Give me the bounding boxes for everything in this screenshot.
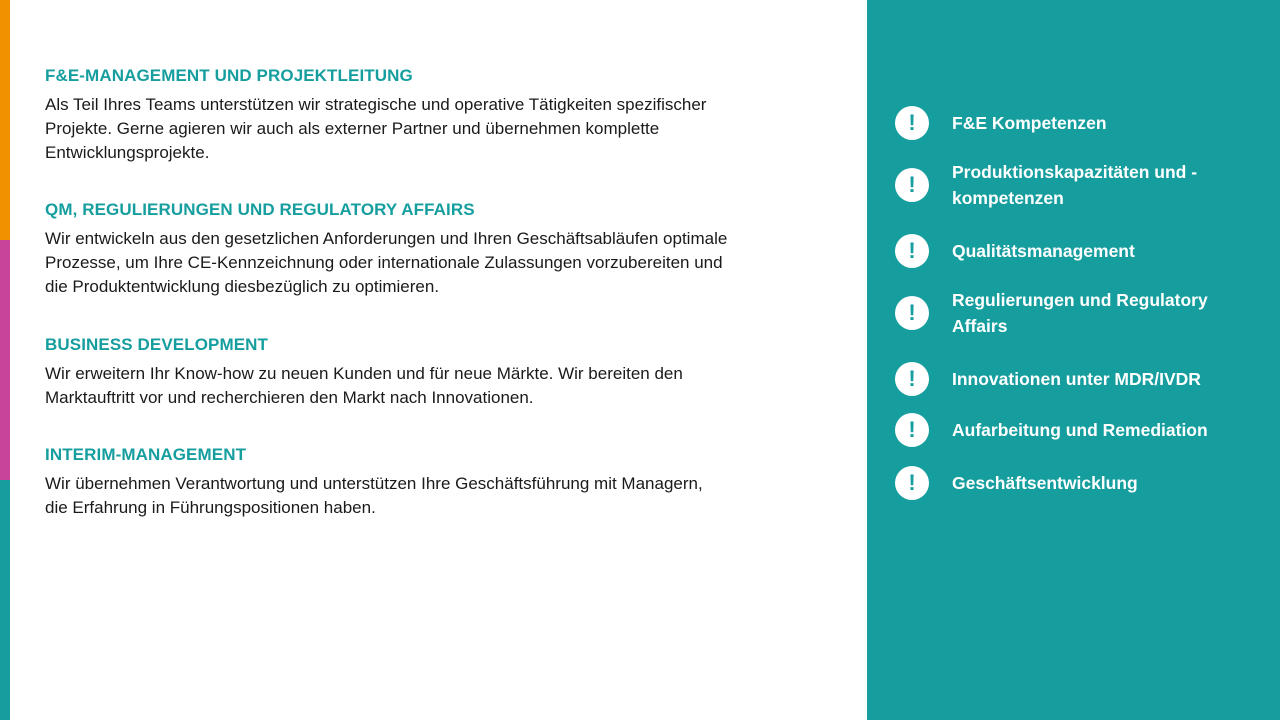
exclamation-icon: ! bbox=[895, 362, 929, 396]
label-line: Geschäftsentwicklung bbox=[952, 473, 1138, 493]
section-heading: QM, REGULIERUNGEN UND REGULATORY AFFAIRS bbox=[45, 200, 475, 219]
label-line: Aufarbeitung und Remediation bbox=[952, 420, 1208, 440]
competence-item bbox=[895, 413, 1265, 447]
competence-item bbox=[895, 362, 1265, 396]
section-qm-regulatory bbox=[45, 199, 805, 299]
accent-bar-orange bbox=[0, 0, 10, 240]
body-line: Wir entwickeln aus den gesetzlichen Anforderungen und Ihren Geschäftsabläufen optimale bbox=[45, 229, 728, 248]
competence-label bbox=[952, 470, 1242, 496]
competence-panel bbox=[867, 0, 1280, 720]
exclamation-icon: ! bbox=[895, 106, 929, 140]
label-line: Qualitätsmanagement bbox=[952, 241, 1135, 261]
section-rd-management bbox=[45, 65, 805, 165]
label-line: F&E Kompetenzen bbox=[952, 113, 1107, 133]
exclamation-icon: ! bbox=[895, 296, 929, 330]
label-line: Produktionskapazitäten und - bbox=[952, 162, 1198, 182]
body-line: Als Teil Ihres Teams unterstützen wir strategische und operative Tätigkeiten spezifischer bbox=[45, 95, 707, 114]
exclamation-icon: ! bbox=[895, 168, 929, 202]
exclamation-icon: ! bbox=[895, 413, 929, 447]
label-line: Regulierungen und Regulatory bbox=[952, 290, 1208, 310]
competence-label bbox=[952, 366, 1242, 392]
exclamation-icon: ! bbox=[895, 234, 929, 268]
section-heading: INTERIM-MANAGEMENT bbox=[45, 445, 247, 464]
section-body bbox=[45, 362, 805, 410]
section-body bbox=[45, 93, 805, 165]
label-line: Innovationen unter MDR/IVDR bbox=[952, 369, 1201, 389]
body-line: die Erfahrung in Führungspositionen haben. bbox=[45, 498, 376, 517]
accent-bar-teal bbox=[0, 480, 10, 720]
label-line: kompetenzen bbox=[952, 188, 1064, 208]
body-line: Entwicklungsprojekte. bbox=[45, 143, 210, 162]
section-body bbox=[45, 472, 805, 520]
competence-item bbox=[895, 234, 1265, 268]
body-line: Wir übernehmen Verantwortung und unterstützen Ihre Geschäftsführung mit Managern, bbox=[45, 474, 703, 493]
competence-label bbox=[952, 159, 1242, 211]
competence-label bbox=[952, 238, 1242, 264]
section-heading: F&E-MANAGEMENT UND PROJEKTLEITUNG bbox=[45, 66, 413, 85]
body-line: Prozesse, um Ihre CE-Kennzeichnung oder internationale Zulassungen vorzubereiten und bbox=[45, 253, 723, 272]
section-heading: BUSINESS DEVELOPMENT bbox=[45, 335, 269, 354]
competence-label bbox=[952, 287, 1242, 339]
accent-bar-magenta bbox=[0, 240, 10, 480]
exclamation-icon: ! bbox=[895, 466, 929, 500]
body-line: Marktauftritt vor und recherchieren den Markt nach Innovationen. bbox=[45, 388, 534, 407]
competence-label bbox=[952, 110, 1242, 136]
section-business-development bbox=[45, 334, 805, 410]
body-line: die Produktentwicklung diesbezüglich zu optimieren. bbox=[45, 277, 440, 296]
competence-item bbox=[895, 106, 1265, 140]
competence-label bbox=[952, 417, 1242, 443]
body-line: Projekte. Gerne agieren wir auch als externer Partner und übernehmen komplette bbox=[45, 119, 660, 138]
competence-item bbox=[895, 466, 1265, 500]
body-line: Wir erweitern Ihr Know-how zu neuen Kunden und für neue Märkte. Wir bereiten den bbox=[45, 364, 683, 383]
competence-item bbox=[895, 287, 1265, 339]
section-body bbox=[45, 227, 805, 299]
competence-item bbox=[895, 159, 1265, 211]
label-line: Affairs bbox=[952, 316, 1008, 336]
section-interim-management bbox=[45, 444, 805, 520]
